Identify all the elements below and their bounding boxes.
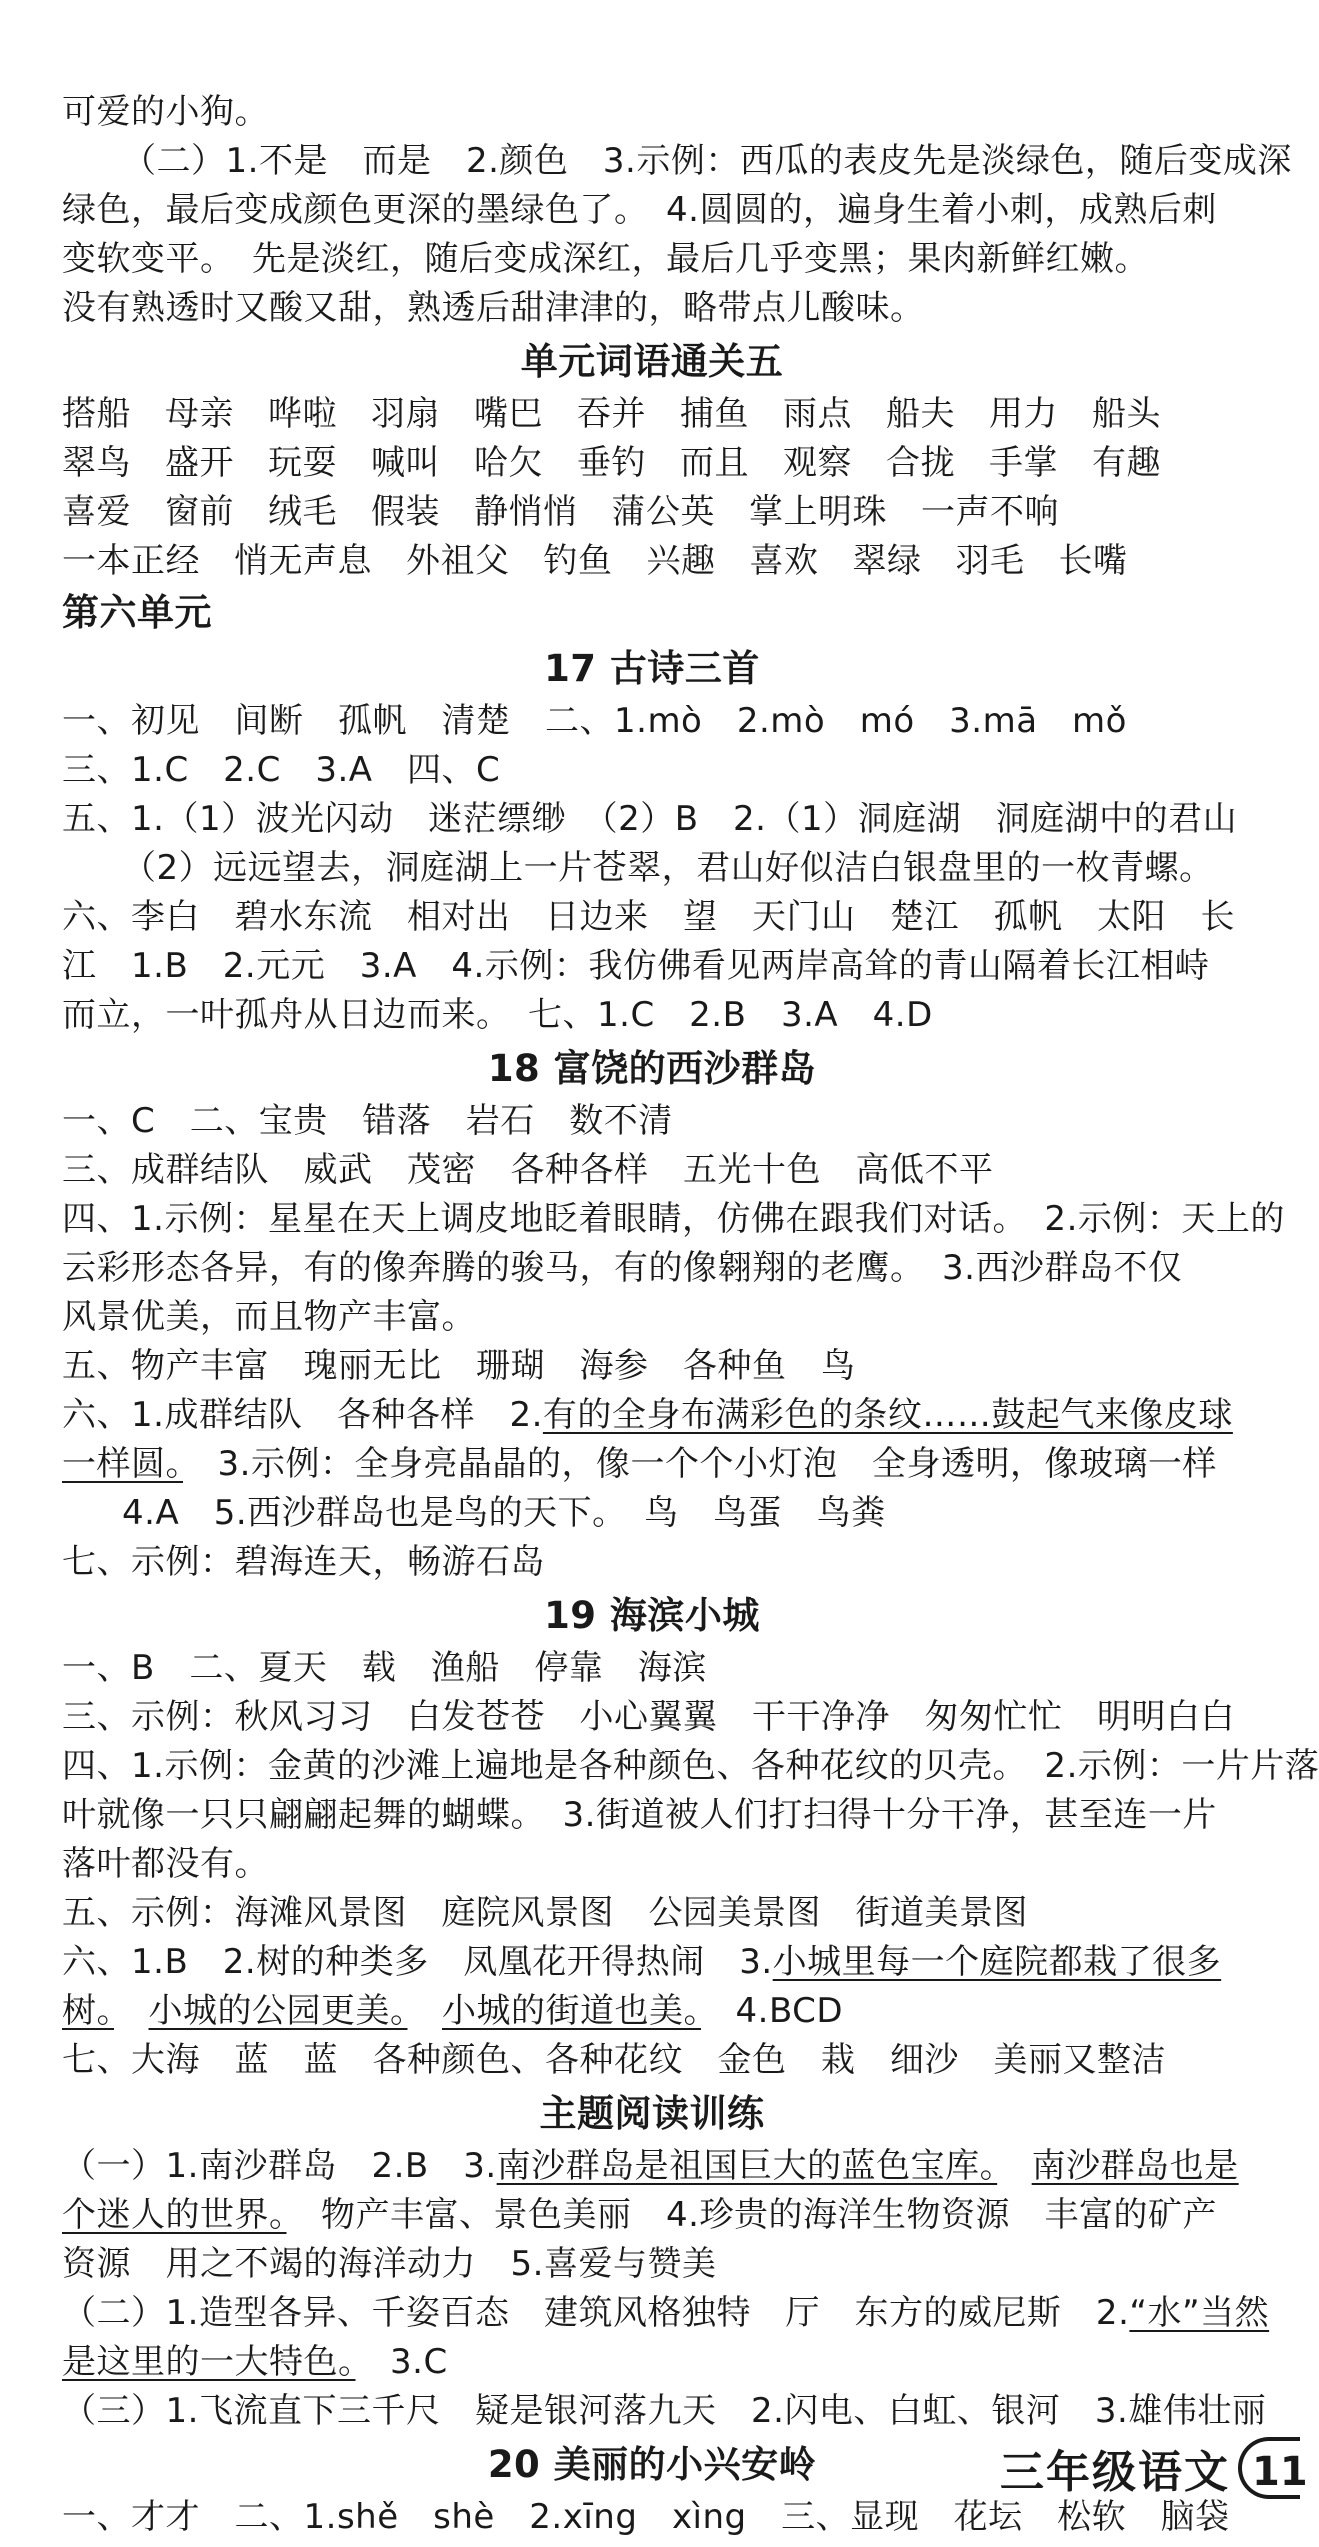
text-line: 七、大海 蓝 蓝 各种颜色、各种花纹 金色 栽 细沙 美丽又整洁	[62, 2040, 1166, 2080]
text-segment: 3.示例：全身亮晶晶的，像一个个小灯泡 全身透明，像玻璃一样	[183, 1444, 1217, 1484]
word: 玩耍	[268, 443, 337, 483]
word: 哈欠	[474, 443, 543, 483]
word: 兴趣	[646, 541, 716, 581]
text-line	[62, 1987, 1242, 2036]
word: 船夫	[886, 394, 955, 434]
word: 掌上明珠	[749, 492, 887, 532]
underlined-answer: 小城的街道也美。	[442, 1991, 701, 2031]
text-line: 一、B 二、夏天 载 渔船 停靠 海滨	[62, 1648, 707, 1688]
word: 手掌	[989, 443, 1058, 483]
word: 悄无声息	[234, 541, 372, 581]
word: 捕鱼	[680, 394, 749, 434]
text-line: 变软变平。 先是淡红，随后变成深红，最后几乎变黑；果肉新鲜红嫩。	[62, 239, 1149, 279]
word: 静悄悄	[474, 492, 578, 532]
text-segment: 六、1.B 2.树的种类多 凤凰花开得热闹 3.	[62, 1942, 773, 1982]
text-line	[62, 2191, 1242, 2240]
text-line: 没有熟透时又酸又甜，熟透后甜津津的，略带点儿酸味。	[62, 288, 925, 328]
word: 假装	[371, 492, 440, 532]
text-line: 绿色，最后变成颜色更深的墨绿色了。 4.圆圆的，遍身生着小刺，成熟后刺	[62, 190, 1217, 230]
text-segment: 物产丰富、景色美丽 4.珍贵的海洋生物资源 丰富的矿产	[286, 2195, 1217, 2235]
word: 喜欢	[749, 541, 819, 581]
underlined-answer: 小城里每一个庭院都栽了很多	[772, 1942, 1222, 1982]
lesson-17-title: 17 古诗三首	[544, 647, 760, 690]
text-line: 三、成群结队 威武 茂密 各种各样 五光十色 高低不平	[62, 1150, 994, 1190]
word-row	[62, 537, 1242, 586]
underlined-answer: 有的全身布满彩色的条纹……鼓起气来像皮球	[542, 1395, 1233, 1435]
lesson-19-title: 19 海滨小城	[544, 1594, 760, 1637]
text-line: 叶就像一只只翩翩起舞的蝴蝶。 3.街道被人们打扫得十分干净，甚至连一片	[62, 1795, 1217, 1835]
word: 窗前	[165, 492, 234, 532]
text-line	[62, 1440, 1242, 1489]
text-line	[62, 2338, 1242, 2387]
word-row	[62, 390, 1242, 439]
word: 羽毛	[955, 541, 1025, 581]
word: 而且	[680, 443, 749, 483]
text-line: 一、C 二、宝贵 错落 岩石 数不清	[62, 1101, 673, 1141]
word: 翠鸟	[62, 443, 131, 483]
page-footer	[1000, 2438, 1308, 2498]
word: 用力	[989, 394, 1058, 434]
word-row	[62, 488, 1242, 537]
text-line: （二）1.不是 而是 2.颜色 3.示例：西瓜的表皮先是淡绿色，随后变成深	[122, 141, 1292, 181]
underlined-answer: 南沙群岛是祖国巨大的蓝色宝库。	[496, 2146, 998, 2186]
word: 合拢	[886, 443, 955, 483]
word: 盛开	[165, 443, 234, 483]
text-line: 而立，一叶孤舟从日边而来。 七、1.C 2.B 3.A 4.D	[62, 995, 933, 1035]
text-line: 五、物产丰富 瑰丽无比 珊瑚 海参 各种鱼 鸟	[62, 1346, 856, 1386]
underlined-answer: 个迷人的世界。	[62, 2195, 287, 2235]
underlined-answer: 是这里的一大特色。	[62, 2342, 356, 2382]
text-segment: （二）1.造型各异、千姿百态 建筑风格独特 厅 东方的威尼斯 2.	[62, 2293, 1130, 2333]
word: 喊叫	[371, 443, 440, 483]
word: 喜爱	[62, 492, 131, 532]
section-title: 单元词语通关五	[520, 340, 784, 383]
text-line	[62, 1391, 1242, 1440]
text-line: 六、李白 碧水东流 相对出 日边来 望 天门山 楚江 孤帆 太阳 长	[62, 897, 1235, 937]
text-segment: 六、1.成群结队 各种各样 2.	[62, 1395, 543, 1435]
text-line: 江 1.B 2.元元 3.A 4.示例：我仿佛看见两岸高耸的青山隔着长江相峙	[62, 946, 1210, 986]
word: 翠绿	[852, 541, 922, 581]
underlined-answer: “水”当然	[1129, 2293, 1270, 2333]
word: 吞并	[577, 394, 646, 434]
word: 一本正经	[62, 541, 200, 581]
word: 母亲	[165, 394, 234, 434]
word: 绒毛	[268, 492, 337, 532]
text-line: 四、1.示例：星星在天上调皮地眨着眼睛，仿佛在跟我们对话。 2.示例：天上的	[62, 1199, 1285, 1239]
underlined-answer: 树。	[62, 1991, 114, 2031]
text-line: 落叶都没有。	[62, 1844, 269, 1884]
word: 蒲公英	[611, 492, 715, 532]
text-line: 风景优美，而且物产丰富。	[62, 1297, 476, 1337]
text-line: 资源 用之不竭的海洋动力 5.喜爱与赞美	[62, 2244, 717, 2284]
word: 长嘴	[1058, 541, 1128, 581]
text-line: 一、初见 间断 孤帆 清楚 二、1.mò 2.mò mó 3.mā mǒ	[62, 701, 1127, 741]
theme-reading-title: 主题阅读训练	[539, 2092, 765, 2135]
text-line: 一、才才 二、1.shě shè 2.xīng xìng 三、显现 花坛 松软 脑袋	[62, 2497, 1230, 2537]
text-line	[62, 1938, 1242, 1987]
lesson-20-title: 20 美丽的小兴安岭	[487, 2443, 817, 2486]
word: 船头	[1092, 394, 1161, 434]
word: 一声不响	[921, 492, 1059, 532]
underlined-answer: 小城的公园更美。	[148, 1991, 408, 2031]
text-line: 云彩形态各异，有的像奔腾的骏马，有的像翱翔的老鹰。 3.西沙群岛不仅	[62, 1248, 1183, 1288]
text-line: 可爱的小狗。	[62, 92, 269, 132]
underlined-answer: 南沙群岛也是	[1031, 2146, 1239, 2186]
lesson-18-title: 18 富饶的西沙群岛	[487, 1047, 817, 1090]
unit-heading: 第六单元	[62, 591, 212, 634]
grade-subject-label: 三年级语文	[1000, 2447, 1230, 2498]
word: 垂钓	[577, 443, 646, 483]
word: 羽扇	[371, 394, 440, 434]
text-line: 五、示例：海滩风景图 庭院风景图 公园美景图 街道美景图	[62, 1893, 1028, 1933]
text-line: 三、1.C 2.C 3.A 四、C	[62, 750, 501, 790]
text-line: 五、1.（1）波光闪动 迷茫缥缈 （2）B 2.（1）洞庭湖 洞庭湖中的君山	[62, 799, 1238, 839]
word: 搭船	[62, 394, 131, 434]
underlined-answer: 一样圆。	[62, 1444, 183, 1484]
page-number-badge: 11	[1238, 2437, 1300, 2499]
text-line: （2）远远望去，洞庭湖上一片苍翠，君山好似洁白银盘里的一枚青螺。	[122, 848, 1214, 888]
text-segment: 3.C	[355, 2342, 448, 2382]
text-line: 三、示例：秋风习习 白发苍苍 小心翼翼 干干净净 匆匆忙忙 明明白白	[62, 1697, 1235, 1737]
text-segment: 4.BCD	[701, 1991, 844, 2031]
word-row	[62, 439, 1242, 488]
text-segment: （一）1.南沙群岛 2.B 3.	[62, 2146, 497, 2186]
answer-content	[62, 88, 1319, 2542]
word: 有趣	[1092, 443, 1161, 483]
word: 雨点	[783, 394, 852, 434]
word: 钓鱼	[543, 541, 613, 581]
word: 观察	[783, 443, 852, 483]
text-line: 七、示例：碧海连天，畅游石岛	[62, 1542, 545, 1582]
text-line: 四、1.示例：金黄的沙滩上遍地是各种颜色、各种花纹的贝壳。 2.示例：一片片落	[62, 1746, 1319, 1786]
text-line	[62, 2142, 1242, 2191]
word: 嘴巴	[474, 394, 543, 434]
word: 外祖父	[406, 541, 510, 581]
text-line: （三）1.飞流直下三千尺 疑是银河落九天 2.闪电、白虹、银河 3.雄伟壮丽	[62, 2391, 1267, 2431]
text-line: 4.A 5.西沙群岛也是鸟的天下。 鸟 鸟蛋 鸟粪	[122, 1493, 886, 1533]
word: 哗啦	[268, 394, 337, 434]
text-line	[62, 2289, 1270, 2338]
